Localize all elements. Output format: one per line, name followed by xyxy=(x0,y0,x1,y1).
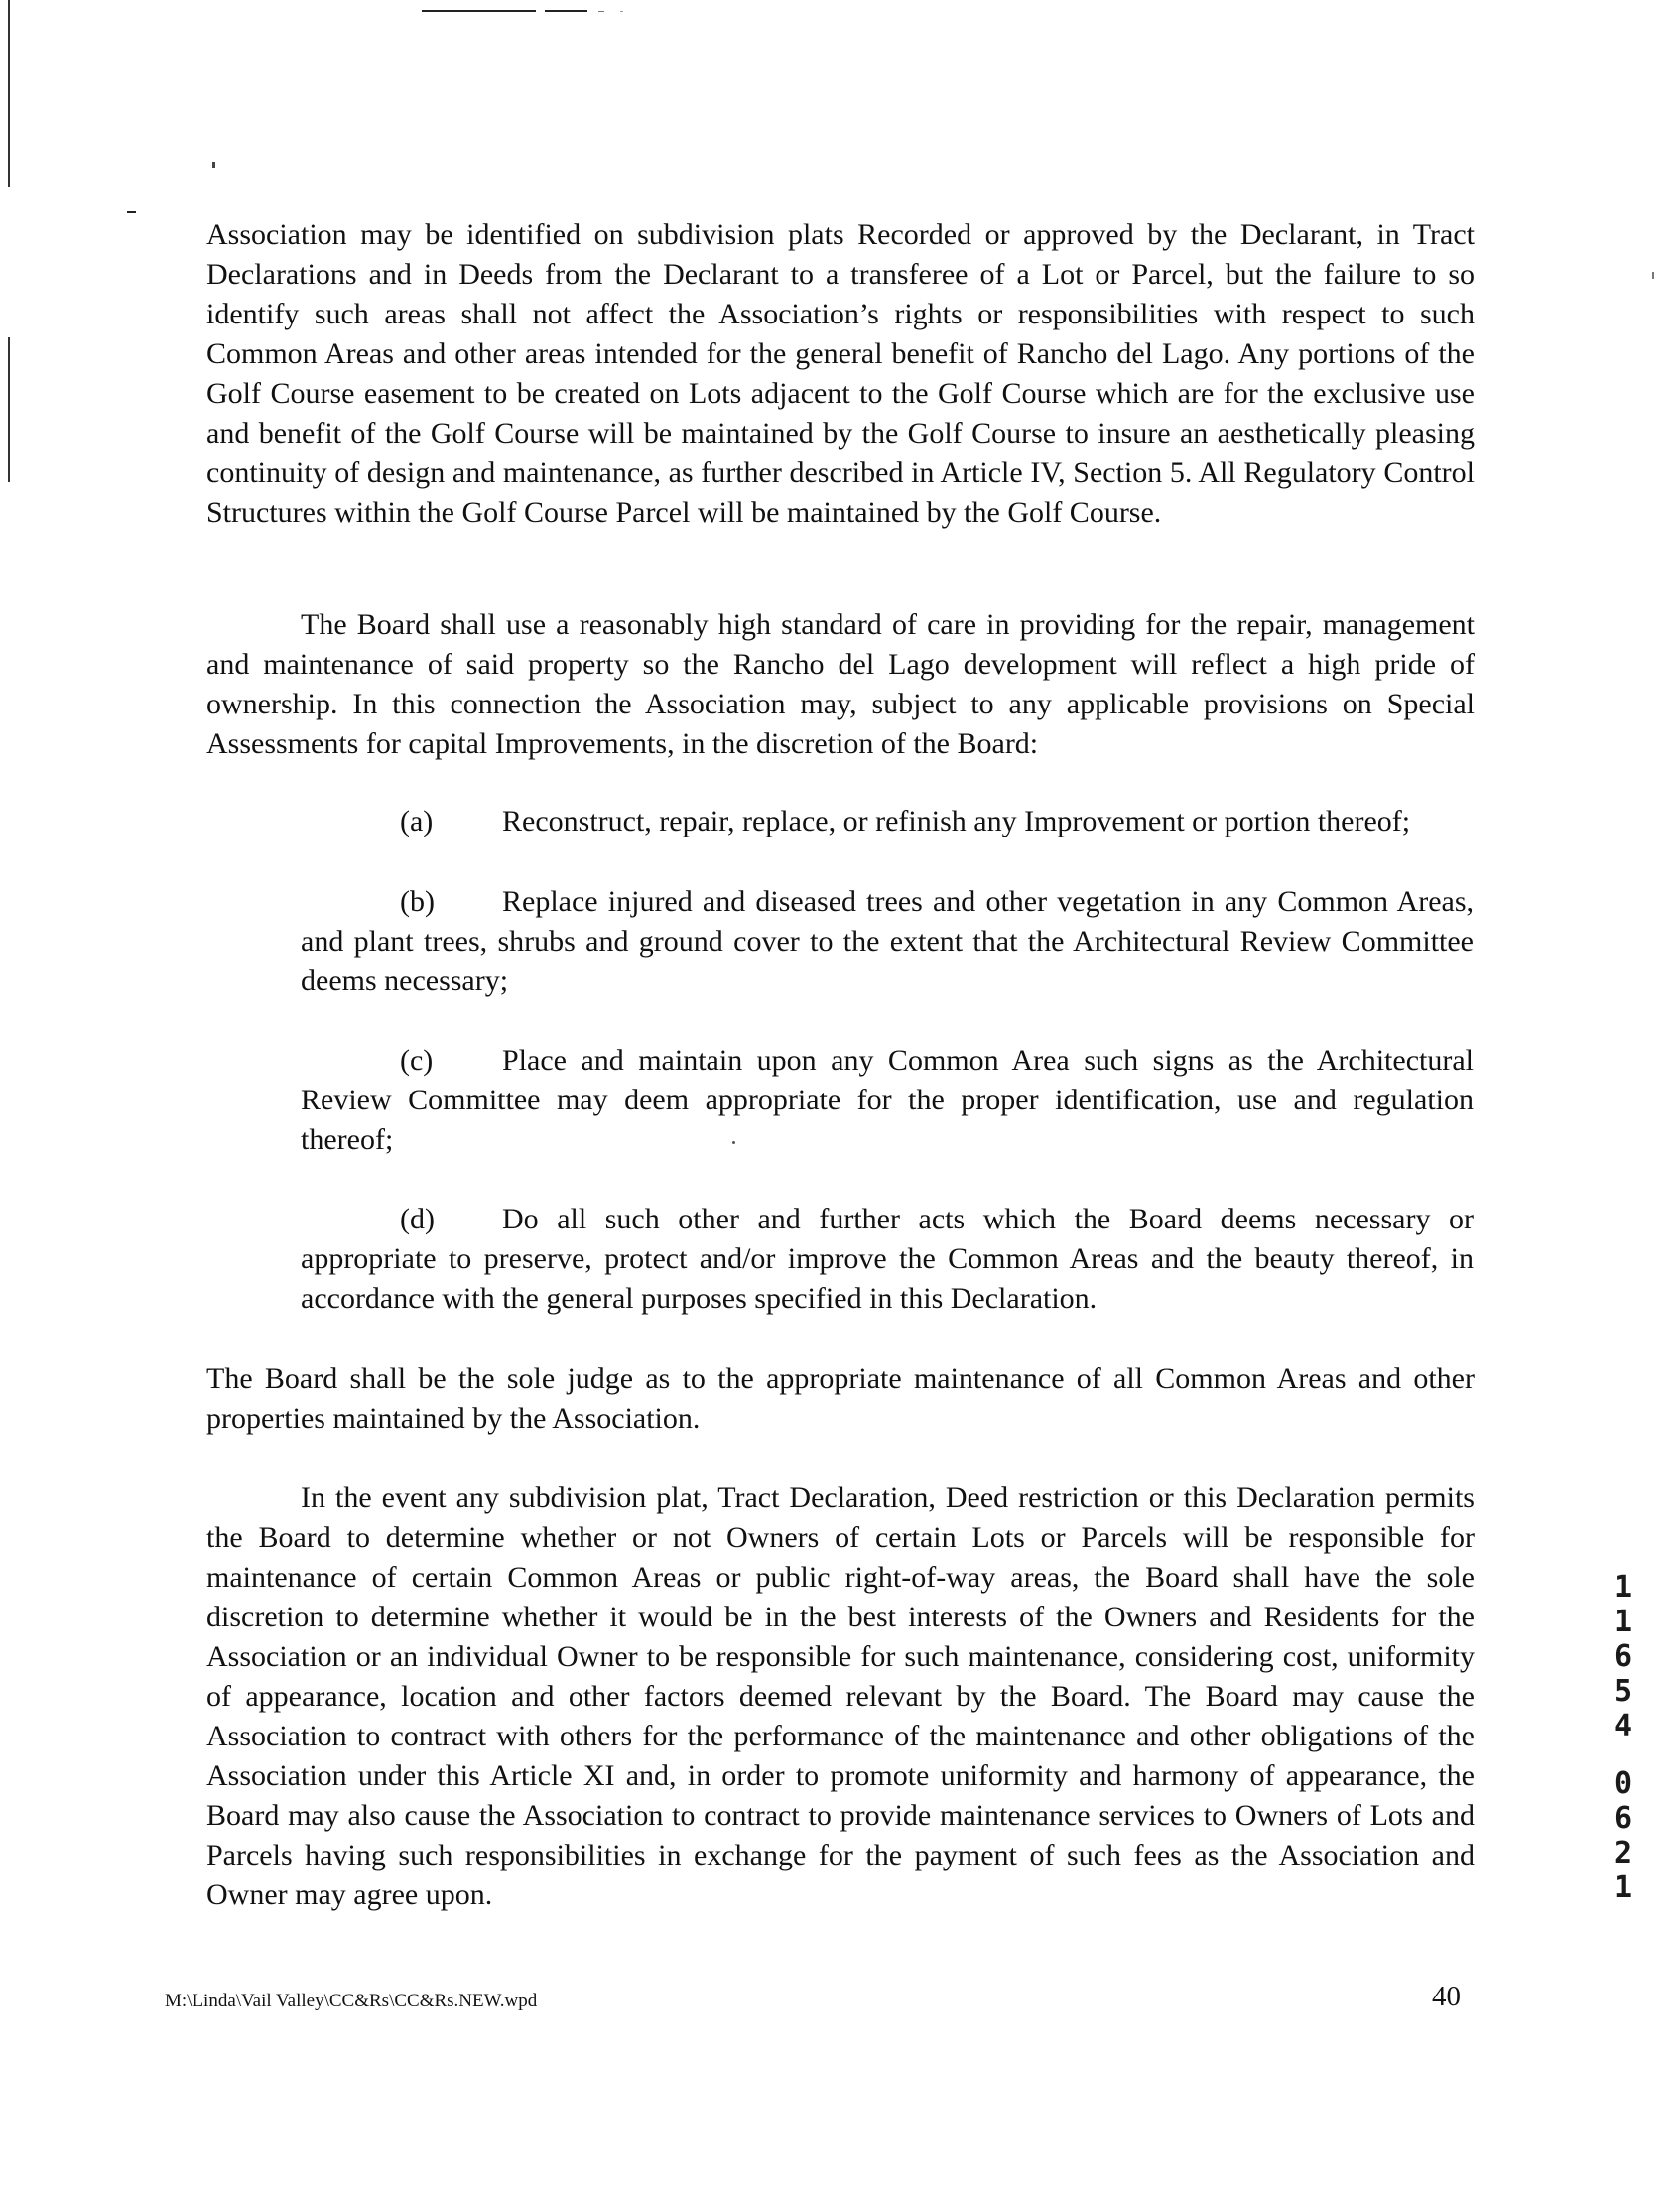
list-item-a xyxy=(400,802,1410,841)
paragraph-maintenance-responsibility: In the event any subdivision plat, Tract Declaration, Deed restriction or this Declaration permits the Board to determine whether or not Owners of certain Lots or Parcels will be responsible for maintenance of certain Common Areas or public right-of-way areas, the Board shall have the sole discretion to determine whether it would be in the best interests of the Owners and Residents for the Association or an individual Owner to be responsible for such maintenance, considering cost, uniformity of appearance, location and other factors deemed relevant by the Board. The Board may cause the Association to contract with others for the performance of the maintenance and other obligations of the Association under this Article XI and, in order to promote uniformity and harmony of appearance, the Board may also cause the Association to contract to provide maintenance services to Owners of Lots and Parcels having such responsibilities in exchange for the payment of such fees as the Association and Owner may agree upon. xyxy=(206,1481,1475,1911)
scan-artifact-tick xyxy=(1652,272,1654,279)
paragraph-board-standard-of-care: The Board shall use a reasonably high standard of care in providing for the repair, management and maintenance of said property so the Rancho del Lago development will reflect a high pride of ownership. In this connection the Association may, subject to any applicable provisions on Special Assessments for capital Improvements, in the discretion of the Board: xyxy=(206,608,1475,760)
scan-artifact-tick xyxy=(212,162,215,168)
scan-artifact-top-rule xyxy=(422,10,536,12)
scan-artifact-left-edge xyxy=(8,337,10,482)
list-label: (a) xyxy=(400,805,434,837)
page-number: 40 xyxy=(1432,1981,1461,2012)
list-text: Reconstruct, repair, replace, or refinish any Improvement or portion thereof; xyxy=(502,805,1411,837)
list-item-b xyxy=(301,882,1474,1001)
recording-stamp-page: 0621 xyxy=(1614,1766,1633,1905)
scan-artifact-dash xyxy=(127,211,136,213)
paragraph-common-areas: Association may be identified on subdivision plats Recorded or approved by the Declarant, in Tract Declarations and in Deeds from the Declarant to a transferee of a Lot or Parcel, but the failure to so identify such areas shall not affect the Association’s rights or responsibilities with respect to such Common Areas and other areas intended for the general benefit of Rancho del Lago. Any portions of the Golf Course easement to be created on Lots adjacent to the Golf Course which are for the exclusive use and benefit of the Golf Course will be maintained by the Golf Course to insure an aesthetically pleasing continuity of design and maintenance, as further described in Article IV, Section 5. All Regulatory Control Structures within the Golf Course Parcel will be maintained by the Golf Course. xyxy=(206,218,1475,529)
list-label: (b) xyxy=(400,885,435,918)
paragraph-sole-judge: The Board shall be the sole judge as to the appropriate maintenance of all Common Areas and other properties maintained by the Association. xyxy=(206,1362,1475,1435)
scan-artifact-top-rule xyxy=(620,11,623,12)
scan-artifact-top-rule xyxy=(545,10,587,12)
list-text: Do all such other and further acts which the Board deems necessary or appropriate to preserve, protect and/or improve the Common Areas and the beauty thereof, in accordance with the general purposes specified in this Declaration. xyxy=(301,1203,1474,1315)
recording-stamp-docket: 11654 xyxy=(1614,1570,1633,1743)
list-item-c xyxy=(301,1041,1474,1160)
list-label: (d) xyxy=(400,1203,435,1235)
scan-artifact-left-edge xyxy=(8,0,10,187)
list-item-d xyxy=(301,1200,1474,1319)
list-text: Replace injured and diseased trees and other vegetation in any Common Areas, and plant trees, shrubs and ground cover to the extent that the Architectural Review Committee deems necessary; xyxy=(301,885,1474,997)
list-text: Place and maintain upon any Common Area such signs as the Architectural Review Committee may deem appropriate for the proper identification, use and regulation thereof; xyxy=(301,1044,1474,1156)
scan-artifact-top-rule xyxy=(598,11,604,12)
list-label: (c) xyxy=(400,1044,434,1077)
footer-file-path: M:\Linda\Vail Valley\CC&Rs\CC&Rs.NEW.wpd xyxy=(165,1991,538,2011)
